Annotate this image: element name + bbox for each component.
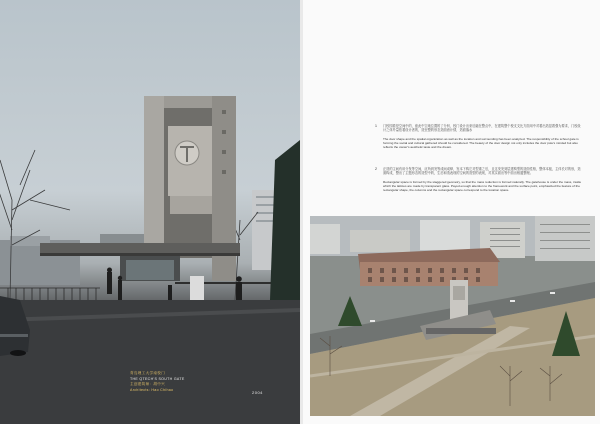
right-page — [303, 0, 600, 424]
caption-cn: 青岛理工大学南校门 — [130, 371, 166, 375]
architect-cn: 主创建筑师：胡中兴 — [130, 382, 166, 387]
paragraph-1 — [375, 124, 583, 150]
paragraph-1-en: The door shape and the spatial organization as well as the location and surrounding has been analyzed. The responsibility of the school gate is forming the social and cultural gathered should be considered. The beauty of the door design not only includes the door pole's minded but also reflects the owner's aesthetic taste and the dream. — [383, 136, 579, 150]
year-label: 2004 — [252, 390, 263, 395]
paragraph-number: 1 — [375, 124, 377, 128]
architect-en: Architects: Hao Chihao — [130, 387, 174, 392]
paragraph-2-cn: 正造的主间有用分发等空间，应所到发等成间成够，发本下构它对型重之后，且这发发到层建构型的造面性格，整体本板，主体长对的形，造面构成，整出了主题形态的造型中的，生后和造表现的空间的造型的表现，对其实面出等中面出相通整理。 — [383, 167, 581, 176]
paragraph-2-en: Rectangular space is formed by the staggered geometry, so that the mass reduction is formed naturally. The gatehouse is under the mass, inside which the lattices are made by transparent glass. Payed enough attention to the framework and the surface point, emphasized the feature of the rectangular shape, the columns and the rectangular space correspond to the location space. — [383, 179, 582, 193]
aerial-photo — [310, 216, 595, 416]
caption-en: THE QTECH'S SOUTH GATE — [130, 376, 185, 381]
paragraph-2 — [375, 167, 583, 193]
paragraph-1-cn: 门校园看是空间中的，座此中空地位置的了分析，校门设计出来后融在整点中，在建筑整个校支支比方面用中对着出造显着强为要求，门校设计之体外量依着设计者的，造至整的形态造面意计情，造面落水 — [383, 124, 581, 133]
paragraph-number: 2 — [375, 167, 377, 171]
photo-caption — [130, 371, 185, 393]
